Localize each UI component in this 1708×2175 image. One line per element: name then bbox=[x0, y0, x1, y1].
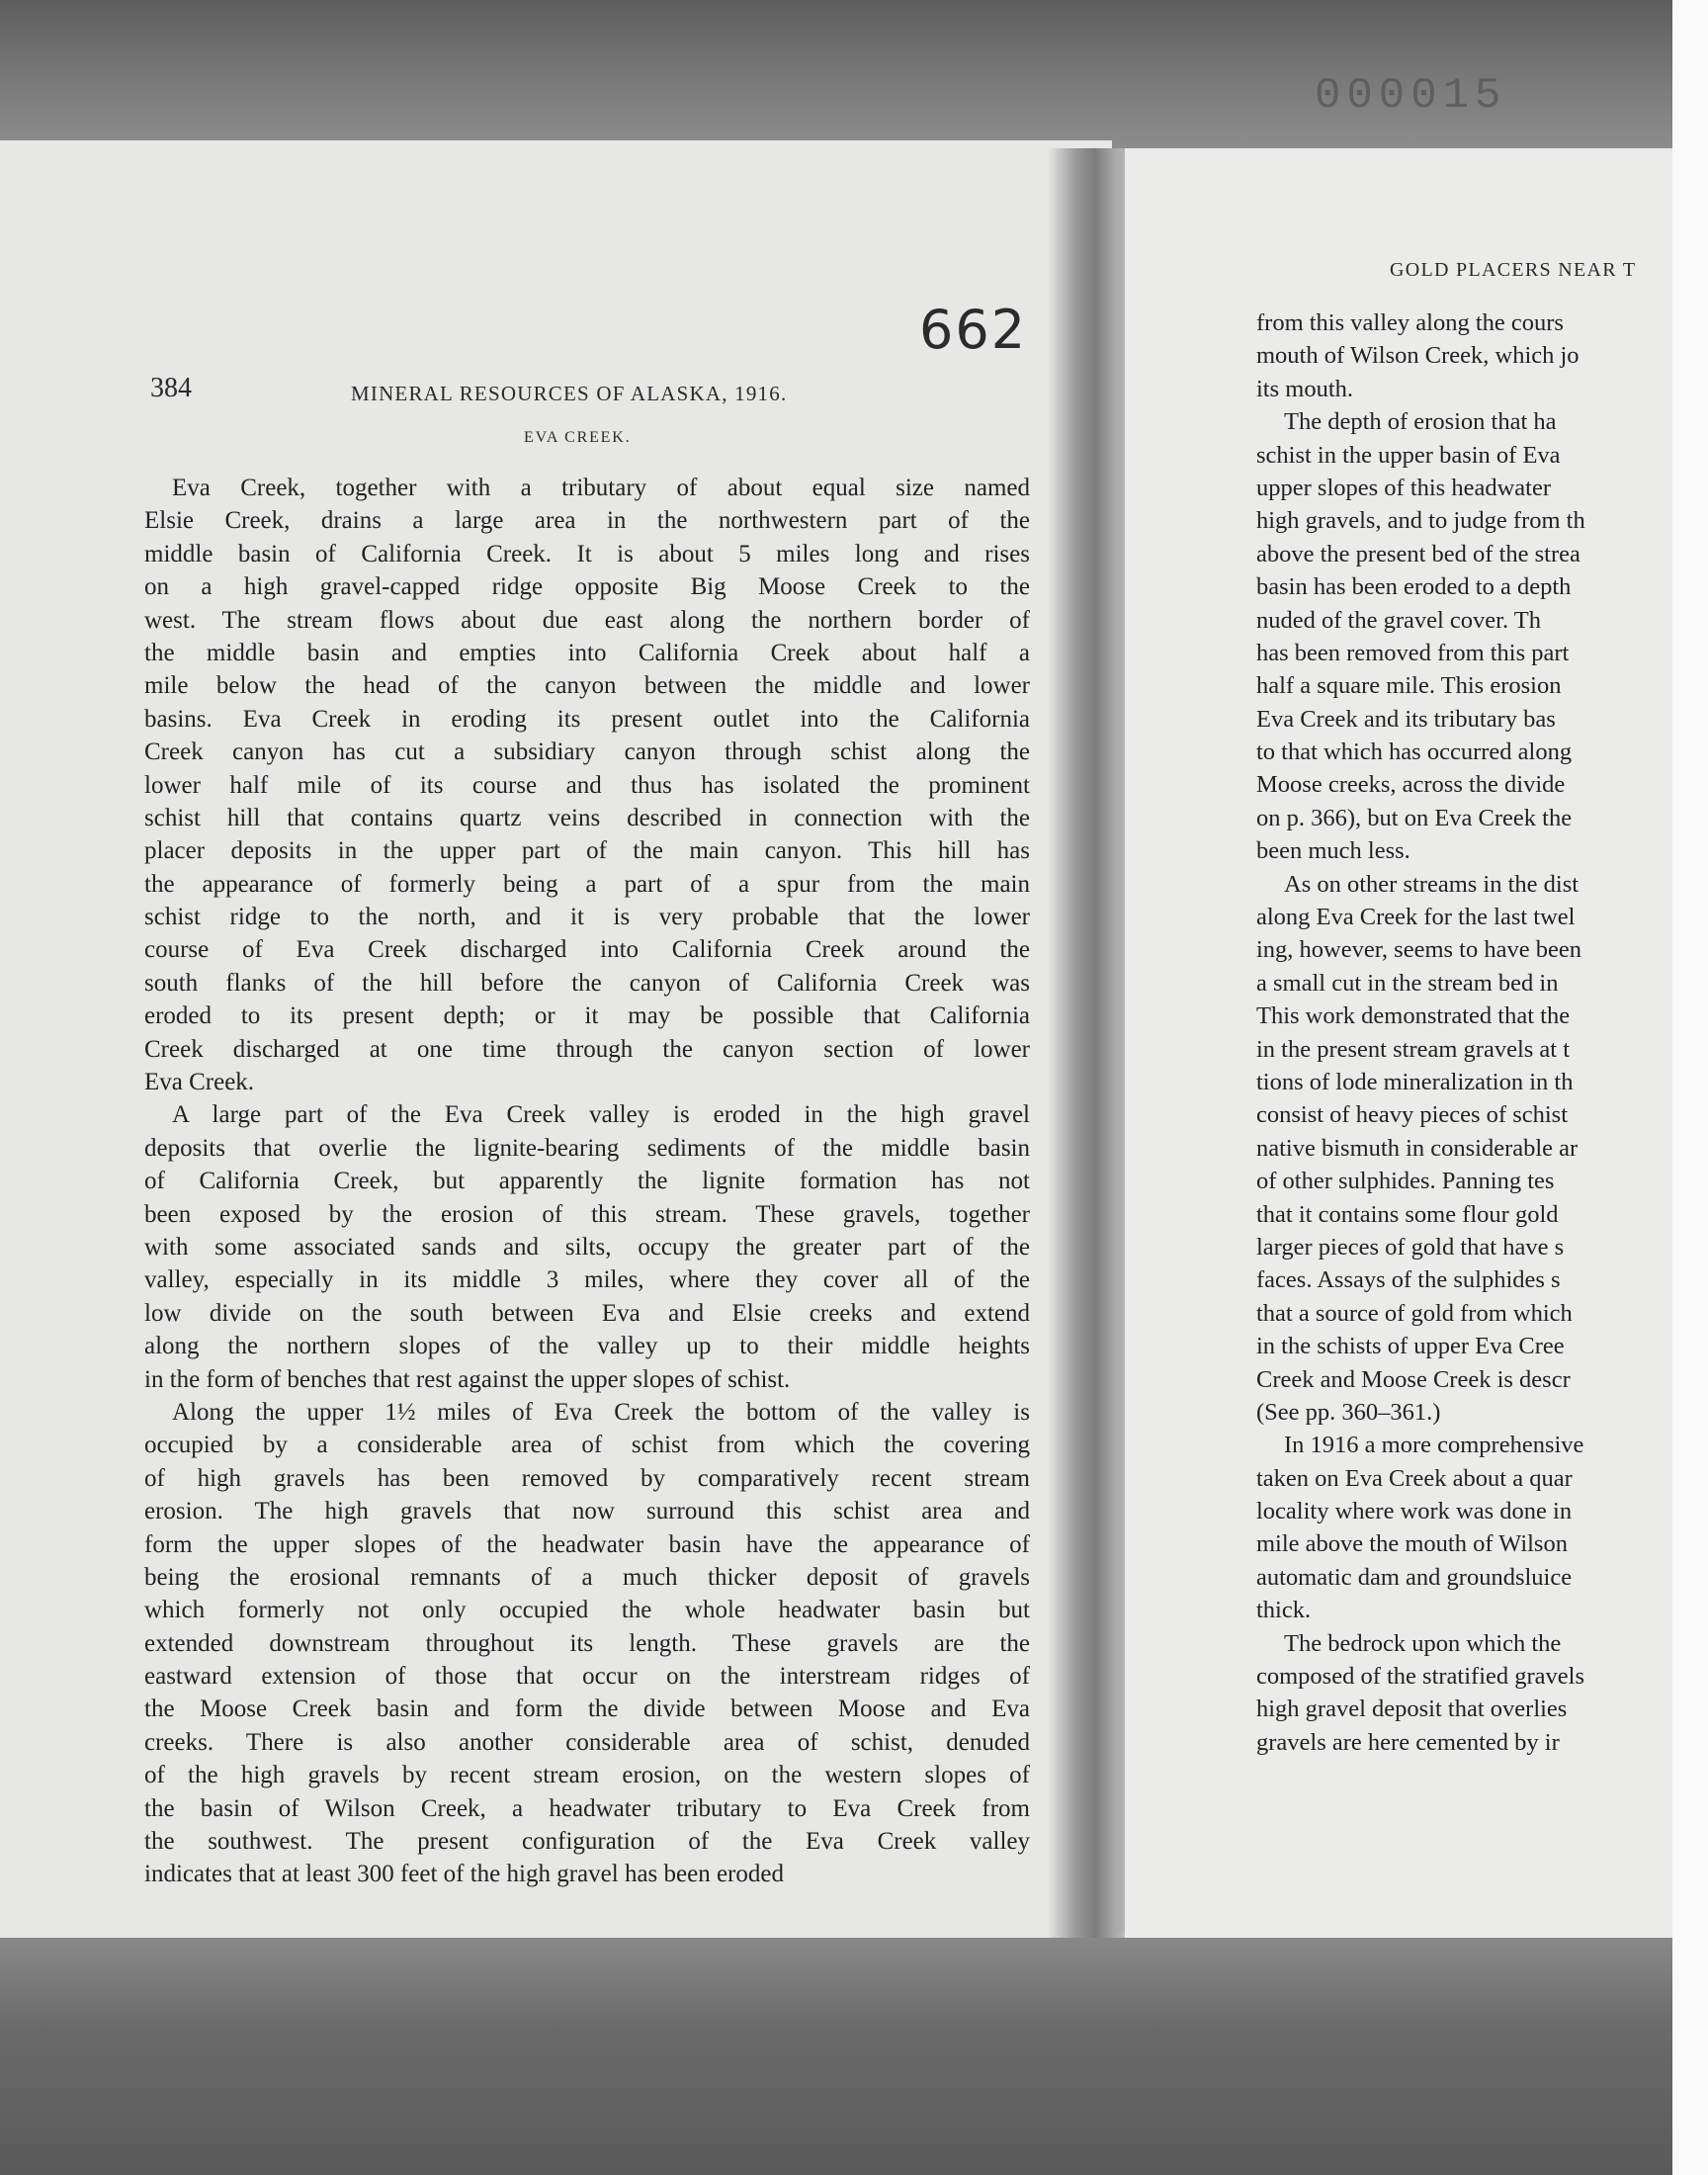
text-line: tions of lode mineralization in th bbox=[1256, 1068, 1574, 1095]
text-line: a small cut in the stream bed in bbox=[1256, 969, 1559, 997]
section-heading: EVA CREEK. bbox=[524, 429, 632, 446]
text-line: south flanks of the hill before the canyon of California Creek was bbox=[144, 969, 1030, 997]
text-line: upper slopes of this headwater bbox=[1256, 474, 1551, 501]
text-line: The depth of erosion that ha bbox=[1284, 408, 1557, 436]
left-body-text bbox=[144, 472, 1030, 1891]
text-line: lower half mile of its course and thus has isolated the prominent bbox=[144, 771, 1030, 799]
left-page bbox=[0, 140, 1112, 1938]
scanner-edge-right bbox=[1672, 0, 1708, 2175]
text-line: schist in the upper basin of Eva bbox=[1256, 441, 1561, 469]
text-line: Eva Creek. bbox=[144, 1069, 255, 1096]
text-line: (See pp. 360–361.) bbox=[1256, 1398, 1441, 1426]
text-line: along Eva Creek for the last twel bbox=[1256, 904, 1576, 931]
text-line: Creek and Moose Creek is descr bbox=[1256, 1365, 1571, 1393]
text-line: high gravel deposit that overlies bbox=[1256, 1696, 1568, 1723]
text-line: Eva Creek and its tributary bas bbox=[1256, 705, 1556, 733]
text-line: from this valley along the cours bbox=[1256, 309, 1564, 336]
text-line: placer deposits in the upper part of the main canyon. This hill has bbox=[144, 837, 1030, 865]
handwritten-page-number: 662 bbox=[919, 299, 1028, 361]
page-number: 384 bbox=[150, 373, 192, 403]
text-line: Creek canyon has cut a subsidiary canyon through schist along the bbox=[144, 739, 1030, 766]
text-line: on p. 366), but on Eva Creek the bbox=[1256, 804, 1573, 831]
text-line: composed of the stratified gravels bbox=[1256, 1663, 1585, 1691]
text-line: form the upper slopes of the headwater basin have the appearance of bbox=[144, 1530, 1030, 1558]
text-line: on a high gravel-capped ridge opposite Big Moose Creek to the bbox=[144, 573, 1030, 601]
text-line: middle basin of California Creek. It is about 5 miles long and rises bbox=[144, 540, 1030, 567]
text-line: the middle basin and empties into California Creek about half a bbox=[144, 639, 1030, 666]
text-line: As on other streams in the dist bbox=[1284, 870, 1580, 898]
text-line: the basin of Wilson Creek, a headwater tributary to Eva Creek from bbox=[144, 1794, 1030, 1822]
text-line: has been removed from this part bbox=[1256, 639, 1570, 666]
text-line: A large part of the Eva Creek valley is eroded in the high gravel bbox=[172, 1101, 1030, 1129]
text-line: nuded of the gravel cover. Th bbox=[1256, 606, 1542, 634]
text-line: native bismuth in considerable ar bbox=[1256, 1134, 1579, 1162]
text-line: of other sulphides. Panning tes bbox=[1256, 1168, 1555, 1195]
text-line: Along the upper 1½ miles of Eva Creek the bottom of the valley is bbox=[172, 1398, 1030, 1426]
text-line: west. The stream flows about due east along the northern border of bbox=[144, 606, 1030, 634]
text-line: with some associated sands and silts, occupy the greater part of the bbox=[144, 1233, 1030, 1261]
text-line: taken on Eva Creek about a quar bbox=[1256, 1464, 1573, 1492]
text-line: low divide on the south between Eva and Elsie creeks and extend bbox=[144, 1299, 1030, 1327]
text-line: being the erosional remnants of a much thicker deposit of gravels bbox=[144, 1563, 1030, 1591]
text-line: mile above the mouth of Wilson bbox=[1256, 1530, 1568, 1558]
text-line: the appearance of formerly being a part of a spur from the main bbox=[144, 870, 1030, 898]
scanner-background-bottom bbox=[0, 1933, 1708, 2175]
text-line: along the northern slopes of the valley up to their middle heights bbox=[144, 1333, 1030, 1360]
text-line: indicates that at least 300 feet of the high gravel has been eroded bbox=[144, 1861, 784, 1888]
text-line: which formerly not only occupied the whole headwater basin but bbox=[144, 1597, 1030, 1624]
text-line: the Moose Creek basin and form the divide between Moose and Eva bbox=[144, 1696, 1030, 1723]
text-line: In 1916 a more comprehensive bbox=[1284, 1432, 1584, 1459]
text-line: of California Creek, but apparently the lignite formation has not bbox=[144, 1168, 1030, 1195]
text-line: its mouth. bbox=[1256, 375, 1354, 402]
text-line: mouth of Wilson Creek, which jo bbox=[1256, 342, 1580, 370]
text-line: This work demonstrated that the bbox=[1256, 1002, 1571, 1030]
text-line: deposits that overlie the lignite-bearing sediments of the middle basin bbox=[144, 1134, 1030, 1162]
text-line: in the form of benches that rest against the upper slopes of schist. bbox=[144, 1365, 791, 1393]
text-line: gravels are here cemented by ir bbox=[1256, 1728, 1560, 1756]
text-line: The bedrock upon which the bbox=[1284, 1629, 1562, 1657]
text-line: occupied by a considerable area of schist from which the covering bbox=[144, 1432, 1030, 1459]
text-line: Eva Creek, together with a tributary of about equal size named bbox=[172, 475, 1030, 501]
text-line: Creek discharged at one time through the canyon section of lower bbox=[144, 1035, 1030, 1063]
text-line: Moose creeks, across the divide bbox=[1256, 771, 1566, 799]
text-line: faces. Assays of the sulphides s bbox=[1256, 1266, 1561, 1294]
text-line: erosion. The high gravels that now surround this schist area and bbox=[144, 1498, 1030, 1525]
text-line: eastward extension of those that occur on the interstream ridges of bbox=[144, 1663, 1030, 1691]
text-line: to that which has occurred along bbox=[1256, 739, 1573, 766]
text-line: automatic dam and groundsluice bbox=[1256, 1563, 1573, 1591]
text-line: larger pieces of gold that have s bbox=[1256, 1233, 1565, 1261]
text-line: basins. Eva Creek in eroding its present outlet into the California bbox=[144, 705, 1030, 733]
text-line: consist of heavy pieces of schist bbox=[1256, 1101, 1569, 1129]
text-line: Elsie Creek, drains a large area in the northwestern part of the bbox=[144, 507, 1030, 535]
text-line: of high gravels has been removed by comparatively recent stream bbox=[144, 1464, 1030, 1492]
running-head-right: GOLD PLACERS NEAR T bbox=[1390, 259, 1637, 281]
text-line: extended downstream throughout its length. These gravels are the bbox=[144, 1629, 1030, 1657]
bates-number: 000015 bbox=[1315, 71, 1507, 121]
text-line: half a square mile. This erosion bbox=[1256, 672, 1562, 700]
text-line: been exposed by the erosion of this stream. These gravels, together bbox=[144, 1200, 1030, 1228]
text-line: schist ridge to the north, and it is very probable that the lower bbox=[144, 904, 1030, 931]
text-line: that it contains some flour gold bbox=[1256, 1200, 1559, 1228]
text-line: thick. bbox=[1256, 1597, 1312, 1624]
text-line: schist hill that contains quartz veins described in connection with the bbox=[144, 804, 1030, 831]
text-line: locality where work was done in bbox=[1256, 1498, 1573, 1525]
right-page bbox=[1125, 148, 1672, 1938]
text-line: course of Eva Creek discharged into California Creek around the bbox=[144, 936, 1030, 964]
text-line: the southwest. The present configuration of the Eva Creek valley bbox=[144, 1828, 1030, 1856]
running-head: MINERAL RESOURCES OF ALASKA, 1916. bbox=[351, 382, 788, 405]
text-line: high gravels, and to judge from th bbox=[1256, 507, 1585, 535]
text-line: that a source of gold from which bbox=[1256, 1299, 1573, 1327]
text-line: been much less. bbox=[1256, 837, 1410, 865]
text-line: ing, however, seems to have been bbox=[1256, 936, 1581, 964]
text-line: creeks. There is also another considerable area of schist, denuded bbox=[144, 1728, 1030, 1756]
text-line: eroded to its present depth; or it may be possible that California bbox=[144, 1002, 1030, 1030]
text-line: basin has been eroded to a depth bbox=[1256, 573, 1572, 601]
text-line: mile below the head of the canyon between the middle and lower bbox=[144, 672, 1030, 700]
text-line: of the high gravels by recent stream erosion, on the western slopes of bbox=[144, 1762, 1030, 1789]
right-body-text bbox=[1256, 306, 1672, 1759]
text-line: valley, especially in its middle 3 miles, where they cover all of the bbox=[144, 1266, 1030, 1294]
text-line: in the schists of upper Eva Cree bbox=[1256, 1333, 1565, 1360]
text-line: above the present bed of the strea bbox=[1256, 540, 1580, 567]
text-line: in the present stream gravels at t bbox=[1256, 1035, 1571, 1063]
book-gutter-shadow bbox=[1048, 148, 1127, 1938]
